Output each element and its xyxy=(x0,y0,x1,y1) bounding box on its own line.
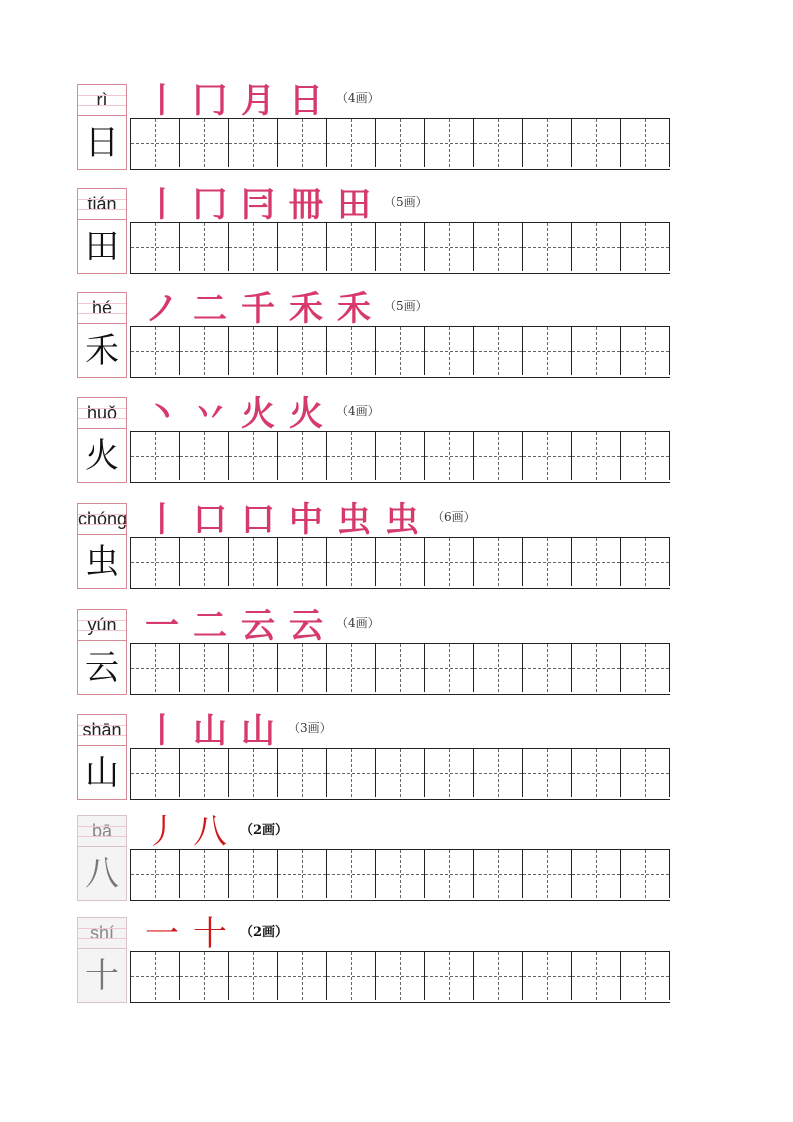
practice-cell[interactable] xyxy=(229,327,278,375)
character-row xyxy=(0,605,793,709)
stroke-order xyxy=(138,495,476,540)
stroke-step: 八 xyxy=(193,811,227,852)
writing-grid xyxy=(130,643,670,695)
practice-cell[interactable] xyxy=(376,327,425,375)
practice-cell[interactable] xyxy=(278,538,327,586)
practice-cell[interactable] xyxy=(131,952,180,1000)
stroke-order xyxy=(138,706,332,751)
stroke-count: （3画） xyxy=(288,720,332,735)
practice-cell[interactable] xyxy=(621,432,670,480)
stroke-count: （4画） xyxy=(336,403,380,418)
practice-cell[interactable] xyxy=(278,432,327,480)
practice-cell[interactable] xyxy=(278,952,327,1000)
practice-cell[interactable] xyxy=(474,952,523,1000)
stroke-step: 一 xyxy=(145,913,179,954)
practice-cell[interactable] xyxy=(474,644,523,692)
writing-grid xyxy=(130,849,670,901)
practice-cell[interactable] xyxy=(474,538,523,586)
writing-grid xyxy=(130,118,670,170)
practice-cell[interactable] xyxy=(621,223,670,271)
practice-cell[interactable] xyxy=(180,850,229,898)
practice-cell[interactable] xyxy=(572,538,621,586)
practice-cell[interactable] xyxy=(376,119,425,167)
character-card xyxy=(77,815,127,901)
practice-cell[interactable] xyxy=(523,749,572,797)
character-card xyxy=(77,503,127,589)
practice-cell[interactable] xyxy=(229,538,278,586)
character-glyph: 云 xyxy=(85,648,119,688)
practice-cell[interactable] xyxy=(523,223,572,271)
practice-cell[interactable] xyxy=(621,749,670,797)
stroke-order xyxy=(138,284,428,329)
stroke-count: （5画） xyxy=(384,298,428,313)
stroke-order xyxy=(138,76,380,121)
stroke-step: 二 xyxy=(193,288,227,329)
practice-cell[interactable] xyxy=(376,749,425,797)
practice-cell[interactable] xyxy=(327,850,376,898)
stroke-step: 冂 xyxy=(193,184,227,225)
practice-cell[interactable] xyxy=(180,952,229,1000)
practice-cell[interactable] xyxy=(621,850,670,898)
stroke-step: 口 xyxy=(193,499,227,540)
character-row xyxy=(0,710,793,814)
stroke-step: 冂 xyxy=(193,80,227,121)
practice-cell[interactable] xyxy=(523,119,572,167)
practice-cell[interactable] xyxy=(229,850,278,898)
pinyin-label: hé xyxy=(78,293,126,324)
practice-cell[interactable] xyxy=(572,749,621,797)
practice-cell[interactable] xyxy=(131,538,180,586)
practice-cell[interactable] xyxy=(523,952,572,1000)
practice-cell[interactable] xyxy=(131,327,180,375)
practice-cell[interactable] xyxy=(229,644,278,692)
practice-cell[interactable] xyxy=(327,538,376,586)
practice-cell[interactable] xyxy=(131,223,180,271)
practice-cell[interactable] xyxy=(376,644,425,692)
practice-cell[interactable] xyxy=(474,850,523,898)
practice-cell[interactable] xyxy=(523,432,572,480)
practice-cell[interactable] xyxy=(278,749,327,797)
stroke-step: 丨 xyxy=(145,80,179,121)
practice-cell[interactable] xyxy=(327,119,376,167)
character-card xyxy=(77,292,127,378)
pinyin-label: tián xyxy=(78,189,126,220)
character-glyph: 八 xyxy=(85,854,119,894)
practice-cell[interactable] xyxy=(376,952,425,1000)
practice-cell[interactable] xyxy=(376,223,425,271)
stroke-step: 丨 xyxy=(145,499,179,540)
practice-cell[interactable] xyxy=(425,644,474,692)
stroke-step: ノ xyxy=(145,288,179,329)
practice-cell[interactable] xyxy=(278,327,327,375)
practice-cell[interactable] xyxy=(621,538,670,586)
stroke-step: 日 xyxy=(289,80,323,121)
pinyin-label: chóng xyxy=(78,504,126,535)
practice-cell[interactable] xyxy=(621,644,670,692)
practice-cell[interactable] xyxy=(327,749,376,797)
writing-grid xyxy=(130,748,670,800)
character-row xyxy=(0,811,793,915)
stroke-count: （2画） xyxy=(240,924,289,940)
practice-cell[interactable] xyxy=(131,644,180,692)
character-glyph: 日 xyxy=(85,123,119,163)
practice-cell[interactable] xyxy=(572,644,621,692)
character-card xyxy=(77,84,127,170)
stroke-count: （4画） xyxy=(336,615,380,630)
stroke-step: 山 xyxy=(241,710,275,751)
practice-cell[interactable] xyxy=(327,223,376,271)
stroke-count: （5画） xyxy=(384,194,428,209)
practice-cell[interactable] xyxy=(180,749,229,797)
practice-cell[interactable] xyxy=(474,119,523,167)
practice-cell[interactable] xyxy=(572,327,621,375)
stroke-step: 丨 xyxy=(145,710,179,751)
practice-cell[interactable] xyxy=(327,432,376,480)
stroke-step: 冃 xyxy=(241,184,275,225)
stroke-step: 十 xyxy=(193,913,227,954)
practice-cell[interactable] xyxy=(572,952,621,1000)
character-glyph: 禾 xyxy=(85,331,119,371)
stroke-step: 中 xyxy=(289,499,323,540)
practice-cell[interactable] xyxy=(180,327,229,375)
pinyin-label: shān xyxy=(78,715,126,746)
practice-cell[interactable] xyxy=(425,119,474,167)
stroke-step: 田 xyxy=(337,184,371,225)
practice-cell[interactable] xyxy=(621,119,670,167)
character-row xyxy=(0,288,793,392)
writing-grid xyxy=(130,222,670,274)
stroke-step: 二 xyxy=(193,605,227,646)
practice-cell[interactable] xyxy=(229,432,278,480)
practice-cell[interactable] xyxy=(425,432,474,480)
stroke-count: （6画） xyxy=(432,509,476,524)
stroke-step: 火 xyxy=(289,393,323,434)
practice-cell[interactable] xyxy=(131,432,180,480)
stroke-step: 冊 xyxy=(289,184,323,225)
stroke-step: 山 xyxy=(193,710,227,751)
character-row xyxy=(0,499,793,603)
practice-cell[interactable] xyxy=(425,850,474,898)
stroke-step: 丿 xyxy=(145,811,179,852)
practice-cell[interactable] xyxy=(327,952,376,1000)
stroke-order xyxy=(138,180,428,225)
practice-cell[interactable] xyxy=(180,432,229,480)
practice-cell[interactable] xyxy=(425,223,474,271)
stroke-count: （2画） xyxy=(240,822,289,838)
practice-cell[interactable] xyxy=(376,538,425,586)
stroke-order xyxy=(138,389,380,434)
writing-grid xyxy=(130,951,670,1003)
practice-cell[interactable] xyxy=(572,432,621,480)
practice-cell[interactable] xyxy=(474,223,523,271)
practice-cell[interactable] xyxy=(229,952,278,1000)
stroke-step: 月 xyxy=(241,80,275,121)
practice-cell[interactable] xyxy=(474,432,523,480)
practice-cell[interactable] xyxy=(229,749,278,797)
practice-cell[interactable] xyxy=(229,223,278,271)
practice-cell[interactable] xyxy=(180,538,229,586)
character-card xyxy=(77,188,127,274)
practice-cell[interactable] xyxy=(278,119,327,167)
stroke-step: 云 xyxy=(241,605,275,646)
stroke-step: 禾 xyxy=(337,288,371,329)
stroke-step: 云 xyxy=(289,605,323,646)
writing-grid xyxy=(130,431,670,483)
character-glyph: 虫 xyxy=(85,542,119,582)
writing-grid xyxy=(130,537,670,589)
pinyin-label: yún xyxy=(78,610,126,641)
stroke-step: 丷 xyxy=(193,393,227,434)
character-card xyxy=(77,397,127,483)
practice-cell[interactable] xyxy=(131,119,180,167)
stroke-step: 口 xyxy=(241,499,275,540)
pinyin-label: huǒ xyxy=(78,398,126,429)
character-row xyxy=(0,913,793,1017)
practice-cell[interactable] xyxy=(474,749,523,797)
practice-cell[interactable] xyxy=(523,327,572,375)
character-card xyxy=(77,917,127,1003)
practice-cell[interactable] xyxy=(278,223,327,271)
practice-cell[interactable] xyxy=(572,119,621,167)
practice-cell[interactable] xyxy=(229,119,278,167)
stroke-step: 虫 xyxy=(385,499,419,540)
practice-cell[interactable] xyxy=(425,538,474,586)
character-row xyxy=(0,184,793,288)
pinyin-label: shí xyxy=(78,918,126,949)
character-glyph: 火 xyxy=(85,436,119,476)
stroke-order xyxy=(138,909,289,954)
practice-cell[interactable] xyxy=(376,432,425,480)
stroke-step: 虫 xyxy=(337,499,371,540)
character-row xyxy=(0,393,793,497)
practice-cell[interactable] xyxy=(180,644,229,692)
practice-cell[interactable] xyxy=(572,223,621,271)
practice-cell[interactable] xyxy=(523,538,572,586)
practice-cell[interactable] xyxy=(131,749,180,797)
practice-cell[interactable] xyxy=(474,327,523,375)
stroke-step: 千 xyxy=(241,288,275,329)
practice-cell[interactable] xyxy=(425,749,474,797)
stroke-order xyxy=(138,807,289,852)
practice-cell[interactable] xyxy=(131,850,180,898)
stroke-step: 丶 xyxy=(145,393,179,434)
practice-cell[interactable] xyxy=(376,850,425,898)
pinyin-label: rì xyxy=(78,85,126,116)
stroke-step: 禾 xyxy=(289,288,323,329)
practice-cell[interactable] xyxy=(180,223,229,271)
practice-cell[interactable] xyxy=(278,850,327,898)
character-card xyxy=(77,714,127,800)
stroke-order xyxy=(138,601,380,646)
stroke-step: 一 xyxy=(145,605,179,646)
practice-cell[interactable] xyxy=(572,850,621,898)
practice-cell[interactable] xyxy=(425,327,474,375)
character-glyph: 田 xyxy=(85,227,119,267)
practice-cell[interactable] xyxy=(621,327,670,375)
practice-cell[interactable] xyxy=(180,119,229,167)
character-card xyxy=(77,609,127,695)
pinyin-label: bā xyxy=(78,816,126,847)
practice-cell[interactable] xyxy=(523,644,572,692)
character-glyph: 山 xyxy=(85,753,119,793)
practice-cell[interactable] xyxy=(327,327,376,375)
character-glyph: 十 xyxy=(85,956,119,996)
character-row xyxy=(0,80,793,184)
stroke-step: 丨 xyxy=(145,184,179,225)
practice-cell[interactable] xyxy=(621,952,670,1000)
writing-grid xyxy=(130,326,670,378)
practice-cell[interactable] xyxy=(327,644,376,692)
practice-cell[interactable] xyxy=(278,644,327,692)
stroke-step: 火 xyxy=(241,393,275,434)
practice-cell[interactable] xyxy=(523,850,572,898)
stroke-count: （4画） xyxy=(336,90,380,105)
practice-cell[interactable] xyxy=(425,952,474,1000)
